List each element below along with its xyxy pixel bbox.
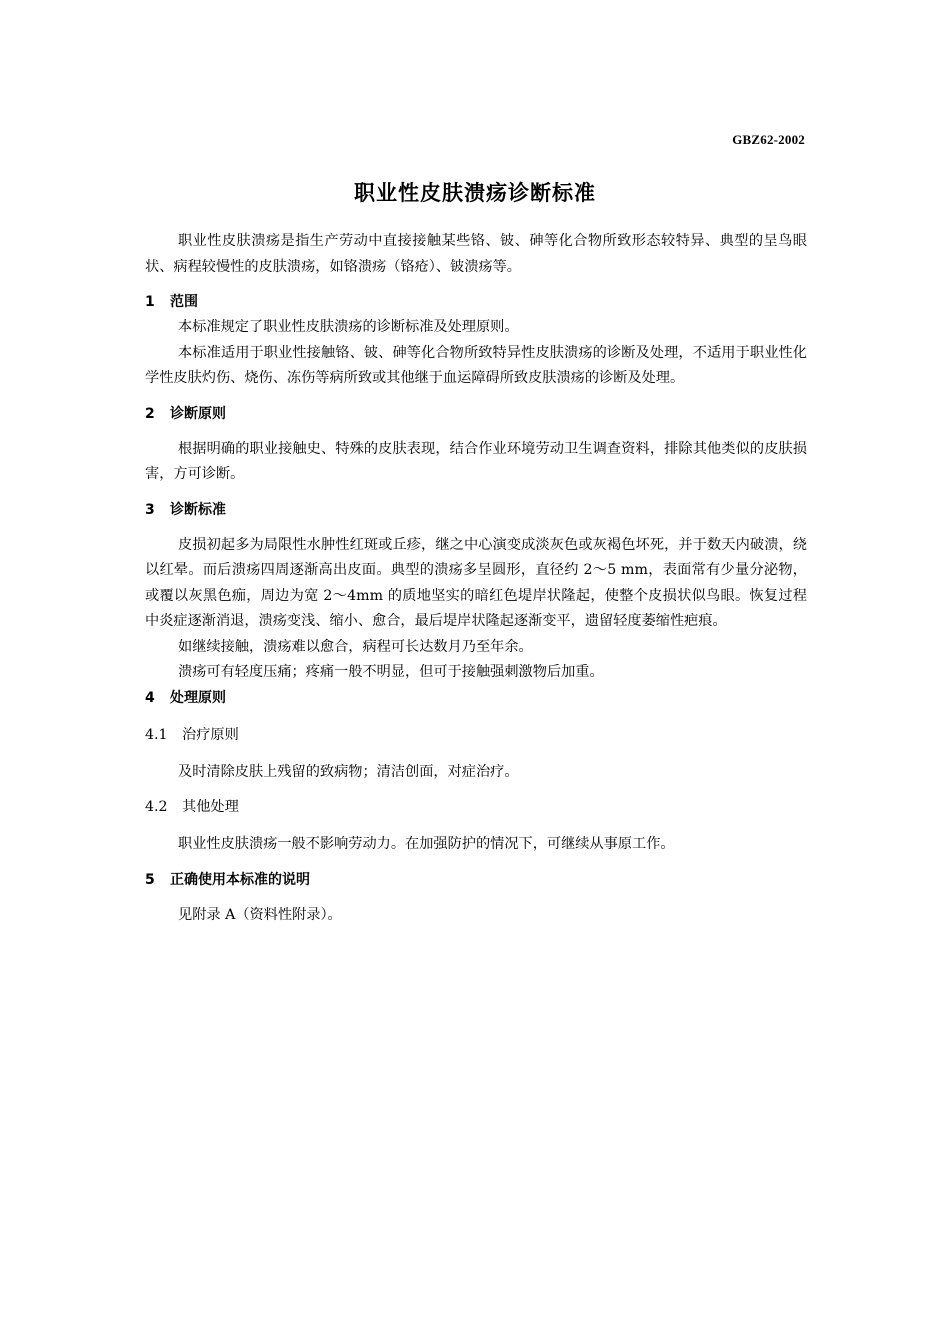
section-number: 5 — [145, 871, 155, 888]
section-5-paragraph: 见附录 A（资料性附录）。 — [178, 906, 342, 923]
section-5-heading — [145, 868, 807, 893]
section-2-paragraph-1: 根据明确的职业接触史、特殊的皮肤表现，结合作业环境劳动卫生调查资料，排除其他类似的皮肤损害，方可诊断。 — [145, 440, 807, 482]
subsection-4-1-paragraph: 及时清除皮肤上残留的致病物；清洁创面，对症治疗。 — [178, 763, 519, 780]
section-number: 3 — [145, 501, 155, 518]
document-body — [145, 229, 807, 928]
section-3-paragraph-3: 溃疡可有轻度压痛；疼痛一般不明显，但可于接触强刺激物后加重。 — [178, 664, 604, 680]
section-3-paragraph-1: 皮损初起多为局限性水肿性红斑或丘疹，继之中心演变成淡灰色或灰褐色坏死，并于数天内破溃，绕以红晕。而后溃疡四周逐渐高出皮面。典型的溃疡多呈圆形，直径约 2～5 mm，表面常有少量分泌物，或覆以灰黑色痂，周边为宽 2～4mm 的质地坚实的暗红色堤岸状隆起，使整个皮损状似鸟眼。恢复过程中炎症逐渐消退，溃疡变浅、缩小、愈合，最后堤岸状隆起逐渐变平，遗留轻度萎缩性疤痕。 — [145, 536, 807, 629]
section-2-heading — [145, 402, 807, 427]
section-title: 范围 — [170, 294, 198, 310]
subsection-number: 4.1 — [145, 726, 168, 743]
section-number: 1 — [145, 294, 155, 310]
subsection-4-1-heading — [145, 723, 807, 748]
intro-paragraph: 职业性皮肤溃疡是指生产劳动中直接接触某些铬、铍、砷等化合物所致形态较特异、典型的呈鸟眼状、病程较慢性的皮肤溃疡，如铬溃疡（铬疮）、铍溃疡等。 — [145, 233, 807, 275]
standard-code: GBZ62-2002 — [732, 132, 805, 147]
section-3-heading — [145, 498, 807, 523]
section-1-heading — [145, 290, 807, 315]
subsection-title: 治疗原则 — [182, 726, 239, 743]
section-1-paragraph-2: 本标准适用于职业性接触铬、铍、砷等化合物所致特异性皮肤溃疡的诊断及处理，不适用于职业性化学性皮肤灼伤、烧伤、冻伤等病所致或其他继于血运障碍所致皮肤溃疡的诊断及处理。 — [145, 344, 807, 386]
section-3-paragraph-2: 如继续接触，溃疡难以愈合，病程可长达数月乃至年余。 — [178, 638, 533, 655]
section-title: 诊断标准 — [170, 501, 226, 518]
section-1-paragraph-1: 本标准规定了职业性皮肤溃疡的诊断标准及处理原则。 — [178, 319, 519, 335]
subsection-4-2-paragraph: 职业性皮肤溃疡一般不影响劳动力。在加强防护的情况下，可继续从事原工作。 — [178, 836, 675, 852]
section-title: 处理原则 — [170, 689, 226, 706]
subsection-title: 其他处理 — [182, 799, 239, 815]
section-number: 4 — [145, 689, 155, 706]
document-title: 职业性皮肤溃疡诊断标准 — [354, 181, 596, 205]
section-title: 诊断原则 — [170, 405, 226, 422]
section-number: 2 — [145, 405, 155, 422]
section-title: 正确使用本标准的说明 — [170, 871, 310, 888]
subsection-4-2-heading — [145, 795, 807, 820]
section-4-heading — [145, 686, 807, 711]
subsection-number: 4.2 — [145, 799, 168, 815]
